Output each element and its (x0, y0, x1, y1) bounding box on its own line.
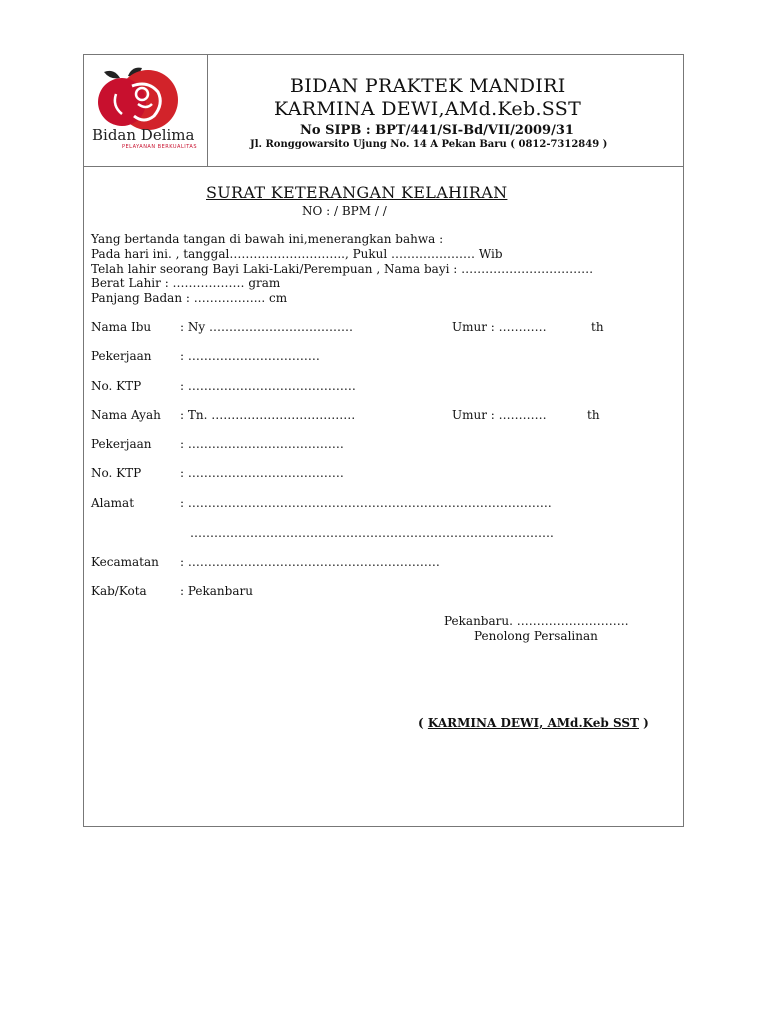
midwife-name: KARMINA DEWI,AMd.Keb.SST (274, 98, 582, 120)
intro-line: Yang bertanda tangan di bawah ini,menerangkan bahwa : (91, 232, 444, 246)
field-label-father-job: Pekerjaan (91, 437, 152, 451)
document-title: SURAT KETERANGAN KELAHIRAN (206, 183, 508, 202)
weight-line: Berat Lahir : ……………… gram (91, 276, 281, 290)
field-value-father-ktp: : ………………………………… (180, 466, 344, 480)
field-label-address: Alamat (91, 496, 135, 510)
field-age-mother: Umur : ………… (452, 320, 547, 334)
bidan-delima-logo (92, 64, 202, 160)
field-value-mother-ktp: : …………………………………… (180, 379, 356, 393)
field-label-mother-job: Pekerjaan (91, 349, 152, 363)
sipb-label: No SIPB (300, 123, 362, 138)
signature-place-date: Pekanbaru. ………………………. (444, 614, 629, 628)
signature-name: KARMINA DEWI, AMd.Keb SST (427, 716, 639, 730)
sipb-value: : BPT/441/SI-Bd/VII/2009/31 (365, 123, 574, 138)
field-label-mother-ktp: No. KTP (91, 379, 142, 393)
day-line: Pada hari ini. , tanggal……………………….., Pukul ………………… Wib (91, 247, 503, 261)
field-age-unit-mother: th (591, 320, 604, 334)
header-divider (83, 166, 684, 167)
letter-frame (83, 54, 684, 827)
document-number: NO : / BPM / / (302, 204, 387, 218)
signature-role: Penolong Persalinan (474, 629, 598, 643)
field-label-mother: Nama Ibu (91, 320, 152, 334)
field-age-unit-father: th (587, 408, 600, 422)
born-line: Telah lahir seorang Bayi Laki-Laki/Perempuan , Nama bayi : …………………………… (91, 262, 594, 276)
field-label-father-ktp: No. KTP (91, 466, 142, 480)
field-label-father: Nama Ayah (91, 408, 161, 422)
field-value-city: : Pekanbaru (180, 584, 253, 598)
field-value-district: : ……………………………………………………… (180, 555, 440, 569)
field-value-address-2: ………………………………………………………………………………. (190, 526, 554, 540)
sipb-line (300, 123, 574, 138)
field-label-city: Kab/Kota (91, 584, 147, 598)
field-age-father: Umur : ………… (452, 408, 547, 422)
field-value-father-job: : ………………………………… (180, 437, 344, 451)
signature-name-line (418, 716, 649, 730)
logo-divider (207, 54, 208, 166)
field-value-mother: : Ny ……………………………… (180, 320, 353, 334)
field-value-father: : Tn. ……………………………… (180, 408, 356, 422)
field-label-district: Kecamatan (91, 555, 159, 569)
clinic-address: Jl. Ronggowarsito Ujung No. 14 A Pekan Baru ( 0812-7312849 ) (250, 139, 608, 150)
length-line: Panjang Badan : ……………... cm (91, 291, 288, 305)
field-value-mother-job: : …………………………… (180, 349, 320, 363)
logo-tagline: PELAYANAN BERKUALITAS (122, 144, 197, 150)
signature-open-paren: ( (418, 716, 424, 730)
signature-close-paren: ) (643, 716, 649, 730)
field-value-address: : ………………………………………………………………………………. (180, 496, 552, 510)
logo-text: Bidan Delima (92, 126, 195, 144)
clinic-name: BIDAN PRAKTEK MANDIRI (290, 75, 566, 97)
